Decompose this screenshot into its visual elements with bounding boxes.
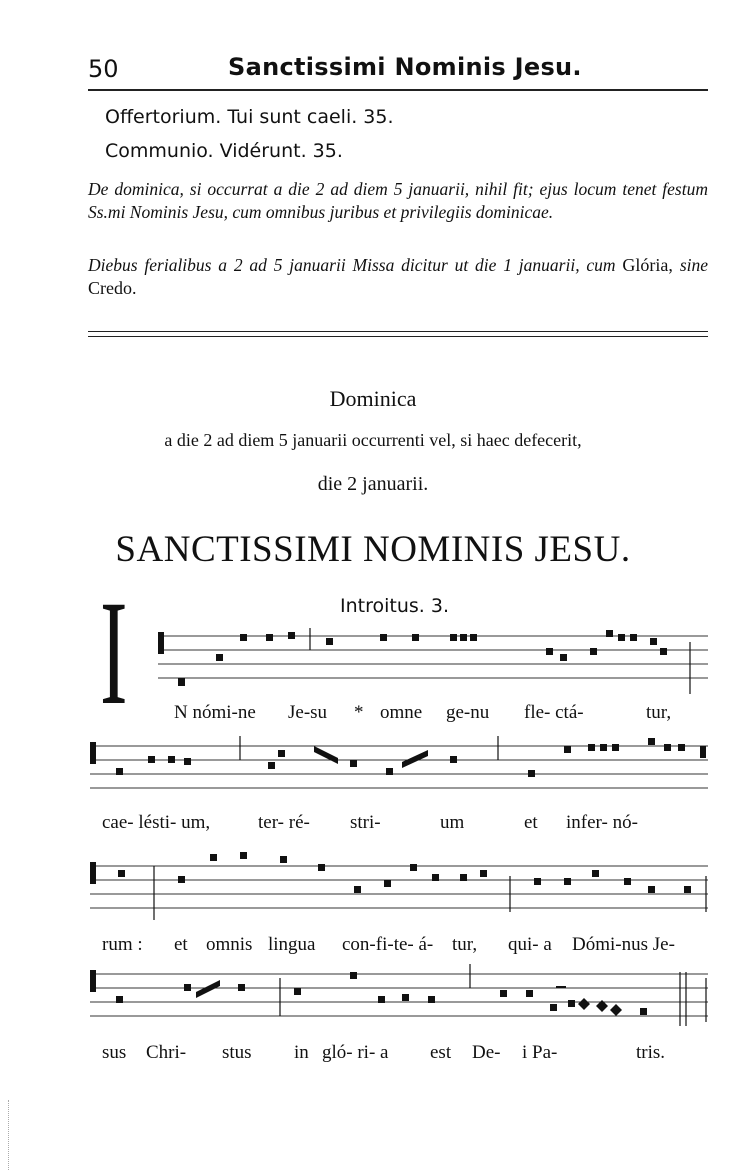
syllable: De- [472, 1042, 501, 1063]
syllable: et [524, 812, 538, 833]
syllable: i Pa- [522, 1042, 558, 1063]
lyrics-line-2 [88, 812, 708, 836]
syllable: ter- ré- [258, 812, 310, 833]
syllable: ge-nu [446, 702, 490, 723]
syllable: stus [222, 1042, 252, 1063]
syllable: in [294, 1042, 309, 1063]
margin-scan-artifact [8, 1100, 10, 1170]
rubric-credo: Credo. [88, 278, 137, 298]
syllable: Je-su [288, 702, 328, 723]
syllable: omne [380, 702, 423, 723]
syllable: rum : [102, 934, 143, 955]
syllable: infer- nó- [566, 812, 638, 833]
syllable: con-fi-te- á- [342, 934, 434, 955]
introit-label: Introitus. 3. [340, 595, 449, 617]
syllable: N nómi-ne [174, 702, 256, 723]
syllable: et [174, 934, 188, 955]
syllable: gló- ri- a [322, 1042, 389, 1063]
lyrics-line-4 [88, 1042, 708, 1066]
syllable: Chri- [146, 1042, 187, 1063]
lyrics-line-3 [88, 934, 708, 958]
rubric-sine: sine [679, 255, 709, 275]
syllable: um [440, 812, 465, 833]
syllable: * [354, 702, 364, 723]
communio-line: Communio. Vidérunt. 35. [105, 140, 343, 162]
syllable: qui- a [508, 934, 552, 955]
syllable: tur, [452, 934, 478, 955]
syllable: fle- ctá- [524, 702, 584, 723]
feast-title: SANCTISSIMI NOMINIS JESU. [115, 529, 631, 570]
chant-initial-letter: I [100, 570, 128, 736]
rubric-second [88, 254, 708, 300]
syllable: stri- [350, 812, 381, 833]
section-rule-bottom [88, 336, 708, 337]
rubric-first: De dominica, si occurrat a die 2 ad diem 5 januarii, nihil fit; ejus locum tenet festum Ss.mi Nominis Jesu, cum omnibus juribus et privilegiis dominicae. [88, 179, 708, 222]
chant-staff-1 [150, 628, 710, 694]
offertorium-line: Offertorium. Tui sunt caeli. 35. [105, 106, 394, 128]
syllable: tris. [636, 1042, 666, 1063]
syllable: est [430, 1042, 452, 1063]
rubric-gloria: Glória, [622, 255, 680, 275]
syllable: omnis [206, 934, 253, 955]
section-rule-top [88, 331, 708, 332]
syllable: tur, [646, 702, 672, 723]
heading-dominica: Dominica [329, 386, 417, 411]
header-rule [88, 89, 708, 91]
lyrics-line-1 [174, 702, 714, 726]
syllable: Dómi-nus Je- [572, 934, 675, 955]
heading-rule-text: a die 2 ad diem 5 januarii occurrenti vel, si haec defecerit, [164, 430, 582, 450]
page-number: 50 [88, 55, 119, 83]
running-title: Sanctissimi Nominis Jesu. [228, 53, 582, 81]
chant-staff-4 [88, 964, 710, 1028]
chant-staff-3 [88, 848, 710, 920]
heading-date: die 2 januarii. [317, 473, 429, 495]
syllable: sus [102, 1042, 127, 1063]
syllable: lingua [268, 934, 316, 955]
syllable: cae- lésti- um, [102, 812, 211, 833]
chant-staff-2 [88, 736, 710, 806]
rubric-cum: cum [586, 255, 623, 275]
rubric-second-text: Diebus ferialibus a 2 ad 5 januarii Missa dicitur ut die 1 januarii, [88, 255, 587, 275]
